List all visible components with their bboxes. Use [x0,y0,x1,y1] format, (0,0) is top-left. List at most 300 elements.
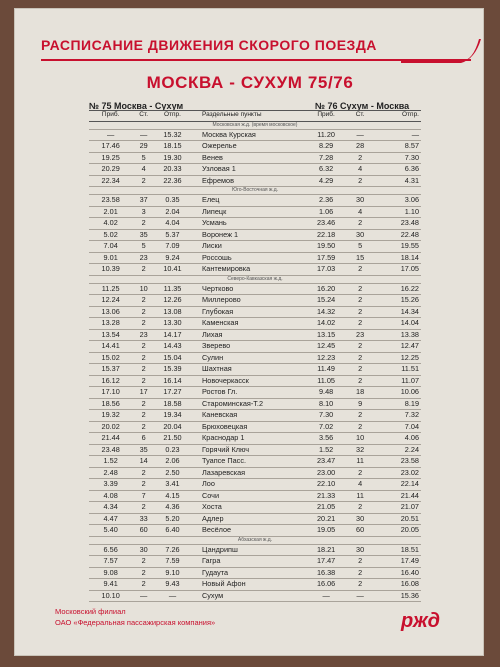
cell-departure: 22.36 [155,175,190,187]
table-row [89,544,421,556]
table-row [89,364,421,376]
cell-station: Новый Афон [190,579,305,591]
cell-departure-return: 16.08 [374,579,421,591]
cell-arrival: 10.10 [89,590,132,602]
cell-departure: 10.41 [155,264,190,276]
cell-stop: 2 [132,306,155,318]
cell-arrival-return: 22.10 [305,479,346,491]
cell-arrival: 22.34 [89,175,132,187]
cell-stop-return: 2 [347,467,374,479]
cell-arrival: 17.46 [89,141,132,153]
table-row [89,229,421,241]
cell-stop: 7 [132,490,155,502]
cell-stop-return: 2 [347,556,374,568]
cell-departure-return: 2.24 [374,444,421,456]
cell-arrival-return: 23.47 [305,456,346,468]
cell-arrival-return: 17.59 [305,252,346,264]
cell-arrival: 4.34 [89,502,132,514]
cell-arrival: 3.39 [89,479,132,491]
cell-departure-return: 16.22 [374,283,421,295]
schedule-poster [14,8,484,656]
cell-station: Чертково [190,283,305,295]
cell-arrival: 18.56 [89,398,132,410]
cell-departure: 0.23 [155,444,190,456]
train-76-title: № 76 Сухум - Москва [315,101,410,111]
cell-stop: 17 [132,387,155,399]
cell-stop: 2 [132,556,155,568]
cell-stop-return: 28 [347,141,374,153]
cell-stop-return: 11 [347,456,374,468]
cell-departure-return: 15.36 [374,590,421,602]
cell-arrival-return: 16.20 [305,283,346,295]
section-note: Северо-Кавказская ж.д. [89,275,421,283]
cell-departure-return: 23.02 [374,467,421,479]
cell-departure-return: 14.34 [374,306,421,318]
cell-stop: 2 [132,579,155,591]
cell-departure: 7.26 [155,544,190,556]
cell-arrival-return: 13.15 [305,329,346,341]
cell-arrival-return: 7.28 [305,152,346,164]
cell-departure: 7.09 [155,241,190,253]
table-row [89,502,421,514]
cell-departure-return: 14.04 [374,318,421,330]
cell-station: Ростов Гл. [190,387,305,399]
cell-arrival-return: 19.50 [305,241,346,253]
cell-arrival-return: 7.30 [305,410,346,422]
cell-arrival-return: — [305,590,346,602]
table-row [89,164,421,176]
cell-station: Зверево [190,341,305,353]
cell-stop: 4 [132,164,155,176]
table-row [89,590,421,602]
table-row [89,341,421,353]
cell-departure: 20.04 [155,421,190,433]
cell-arrival-return: 22.18 [305,229,346,241]
table-row [89,556,421,568]
cell-arrival-return: 14.32 [305,306,346,318]
cell-departure: 5.20 [155,513,190,525]
cell-arrival-return: 11.49 [305,364,346,376]
cell-arrival-return: 8.10 [305,398,346,410]
cell-arrival-return: 17.03 [305,264,346,276]
cell-departure: 14.43 [155,341,190,353]
train-75-title: № 75 Москва - Сухум [89,101,184,111]
cell-departure-return: 12.47 [374,341,421,353]
table-row [89,375,421,387]
cell-stop: 2 [132,341,155,353]
col-station: Раздельные пункты [190,110,305,121]
cell-station: Шахтная [190,364,305,376]
cell-departure-return: 21.07 [374,502,421,514]
section-note-row [89,187,421,195]
cell-arrival-return: 9.48 [305,387,346,399]
cell-stop: 33 [132,513,155,525]
cell-stop-return: 2 [347,283,374,295]
cell-departure: 4.36 [155,502,190,514]
table-row [89,513,421,525]
cell-stop: 60 [132,525,155,537]
cell-stop-return: 4 [347,479,374,491]
cell-stop-return: 2 [347,375,374,387]
cell-station: Хоста [190,502,305,514]
table-row [89,433,421,445]
cell-departure-return: 8.19 [374,398,421,410]
cell-departure-return: 18.51 [374,544,421,556]
cell-station: Узловая 1 [190,164,305,176]
cell-departure-return: 1.10 [374,206,421,218]
cell-stop-return: 15 [347,252,374,264]
cell-arrival: 13.06 [89,306,132,318]
cell-stop: 2 [132,352,155,364]
cell-arrival: 6.56 [89,544,132,556]
table-row [89,195,421,207]
cell-station: Ефремов [190,175,305,187]
cell-station: Лиски [190,241,305,253]
col-stop: Ст. [132,110,155,121]
cell-departure-return: 15.26 [374,295,421,307]
table-row [89,318,421,330]
cell-arrival-return: 16.06 [305,579,346,591]
cell-arrival-return: 1.52 [305,444,346,456]
cell-station: Россошь [190,252,305,264]
cell-station: Гагра [190,556,305,568]
cell-stop: 2 [132,295,155,307]
cell-stop-return: 2 [347,352,374,364]
cell-stop-return: — [347,129,374,141]
cell-departure-return: 16.40 [374,567,421,579]
cell-arrival-return: 4.29 [305,175,346,187]
cell-departure: 19.34 [155,410,190,422]
col-departure-return: Отпр. [374,110,421,121]
cell-departure: 15.04 [155,352,190,364]
cell-departure-return: 3.06 [374,195,421,207]
cell-station: Староминская-Т.2 [190,398,305,410]
table-row [89,252,421,264]
section-note-row [89,121,421,129]
cell-arrival: 10.39 [89,264,132,276]
cell-departure-return: 13.38 [374,329,421,341]
cell-departure: 4.04 [155,218,190,230]
cell-departure-return: 11.51 [374,364,421,376]
cell-stop-return: 2 [347,421,374,433]
cell-station: Краснодар 1 [190,433,305,445]
cell-stop-return: 2 [347,218,374,230]
cell-station: Горячий Ключ [190,444,305,456]
cell-arrival: 16.12 [89,375,132,387]
cell-station: Новочеркасск [190,375,305,387]
cell-departure-return: 10.06 [374,387,421,399]
cell-station: Лоо [190,479,305,491]
cell-departure: 17.27 [155,387,190,399]
cell-arrival-return: 19.05 [305,525,346,537]
table-row [89,141,421,153]
cell-arrival-return: 12.45 [305,341,346,353]
cell-arrival: 19.32 [89,410,132,422]
cell-departure-return: 17.49 [374,556,421,568]
cell-departure: 21.50 [155,433,190,445]
cell-stop: 2 [132,398,155,410]
footer-company: ОАО «Федеральная пассажирская компания» [55,618,216,627]
cell-departure-return: 20.51 [374,513,421,525]
cell-departure: 2.50 [155,467,190,479]
cell-departure: 20.33 [155,164,190,176]
banner-rule [41,59,471,61]
cell-stop-return: 2 [347,152,374,164]
cell-arrival: 21.44 [89,433,132,445]
cell-departure-return: 7.30 [374,152,421,164]
cell-arrival: 4.02 [89,218,132,230]
cell-stop: 14 [132,456,155,468]
cell-arrival: 11.25 [89,283,132,295]
cell-station: Брюховецкая [190,421,305,433]
cell-departure-return: 20.05 [374,525,421,537]
cell-arrival-return: 12.23 [305,352,346,364]
cell-station: Гудаута [190,567,305,579]
table-row [89,175,421,187]
cell-stop-return: 4 [347,164,374,176]
cell-station: Каневская [190,410,305,422]
cell-arrival-return: 20.21 [305,513,346,525]
cell-stop-return: 2 [347,567,374,579]
cell-arrival: 23.48 [89,444,132,456]
cell-departure-return: 11.07 [374,375,421,387]
cell-departure: 14.17 [155,329,190,341]
cell-departure: 9.24 [155,252,190,264]
cell-station: Весёлое [190,525,305,537]
cell-stop: 35 [132,229,155,241]
cell-arrival: 2.48 [89,467,132,479]
cell-departure: 15.39 [155,364,190,376]
table-row [89,352,421,364]
cell-arrival-return: 8.29 [305,141,346,153]
cell-departure-return: 17.05 [374,264,421,276]
cell-stop-return: 2 [347,318,374,330]
cell-stop: 23 [132,252,155,264]
cell-arrival-return: 11.20 [305,129,346,141]
cell-arrival: 5.02 [89,229,132,241]
cell-arrival: 7.57 [89,556,132,568]
banner-title: РАСПИСАНИЕ ДВИЖЕНИЯ СКОРОГО ПОЕЗДА [41,37,377,53]
cell-arrival: 5.40 [89,525,132,537]
table-row [89,218,421,230]
table-row [89,241,421,253]
cell-arrival-return: 21.33 [305,490,346,502]
section-note-row [89,536,421,544]
cell-station: Сочи [190,490,305,502]
cell-arrival-return: 18.21 [305,544,346,556]
cell-departure-return: 7.04 [374,421,421,433]
cell-stop: — [132,590,155,602]
table-row [89,306,421,318]
cell-departure: 19.30 [155,152,190,164]
cell-arrival-return: 1.06 [305,206,346,218]
cell-stop-return: 2 [347,364,374,376]
cell-station: Каменская [190,318,305,330]
cell-departure: 6.40 [155,525,190,537]
cell-departure: 2.04 [155,206,190,218]
cell-departure: 13.30 [155,318,190,330]
cell-departure-return: 6.36 [374,164,421,176]
cell-stop: 2 [132,567,155,579]
table-row [89,525,421,537]
section-note: Абхазская ж.д. [89,536,421,544]
cell-stop: 5 [132,241,155,253]
section-note: Юго-Восточная ж.д. [89,187,421,195]
cell-station: Сулин [190,352,305,364]
cell-station: Липецк [190,206,305,218]
cell-arrival-return: 16.38 [305,567,346,579]
col-departure: Отпр. [155,110,190,121]
cell-stop: 2 [132,264,155,276]
cell-departure-return: 22.48 [374,229,421,241]
cell-departure-return: 22.14 [374,479,421,491]
cell-stop: 30 [132,544,155,556]
cell-arrival: 15.02 [89,352,132,364]
cell-departure-return: 23.48 [374,218,421,230]
cell-departure: 9.43 [155,579,190,591]
cell-stop: 2 [132,410,155,422]
cell-arrival: — [89,129,132,141]
cell-arrival: 7.04 [89,241,132,253]
table-row [89,152,421,164]
table-row [89,398,421,410]
cell-departure: 12.26 [155,295,190,307]
table-row [89,295,421,307]
cell-arrival-return: 23.46 [305,218,346,230]
cell-station: Усмань [190,218,305,230]
cell-station: Глубокая [190,306,305,318]
cell-departure-return: 7.32 [374,410,421,422]
cell-arrival-return: 14.02 [305,318,346,330]
table-row [89,490,421,502]
cell-departure: 9.10 [155,567,190,579]
cell-station: Лихая [190,329,305,341]
cell-stop-return: 2 [347,341,374,353]
cell-stop: 2 [132,318,155,330]
cell-stop-return: 10 [347,433,374,445]
cell-arrival-return: 6.32 [305,164,346,176]
table-row [89,206,421,218]
cell-arrival: 12.24 [89,295,132,307]
table-row [89,283,421,295]
footer-branch: Московский филиал [55,607,126,616]
cell-stop-return: 2 [347,502,374,514]
cell-departure: 4.15 [155,490,190,502]
cell-arrival: 4.08 [89,490,132,502]
cell-station: Сухум [190,590,305,602]
cell-departure: 13.08 [155,306,190,318]
cell-stop-return: 9 [347,398,374,410]
cell-departure-return: 19.55 [374,241,421,253]
cell-station: Кантемировка [190,264,305,276]
cell-stop-return: 2 [347,306,374,318]
cell-stop-return: 5 [347,241,374,253]
cell-stop-return: 2 [347,295,374,307]
cell-stop: 35 [132,444,155,456]
cell-departure-return: 4.06 [374,433,421,445]
table-row [89,421,421,433]
cell-arrival: 15.37 [89,364,132,376]
cell-stop-return: 30 [347,544,374,556]
cell-stop-return: 30 [347,513,374,525]
cell-arrival: 9.01 [89,252,132,264]
col-arrival: Приб. [89,110,132,121]
cell-stop-return: 18 [347,387,374,399]
table-row [89,567,421,579]
table-row [89,329,421,341]
cell-station: Ожерелье [190,141,305,153]
cell-stop: 37 [132,195,155,207]
cell-stop-return: 2 [347,579,374,591]
cell-stop: 2 [132,364,155,376]
cell-station: Туапсе Пасс. [190,456,305,468]
cell-arrival-return: 21.05 [305,502,346,514]
schedule-table [89,110,421,602]
cell-departure-return: — [374,129,421,141]
cell-departure-return: 12.25 [374,352,421,364]
cell-arrival: 9.08 [89,567,132,579]
cell-arrival: 20.02 [89,421,132,433]
cell-station: Миллерово [190,295,305,307]
cell-arrival-return: 11.05 [305,375,346,387]
table-row [89,264,421,276]
cell-stop-return: 30 [347,229,374,241]
cell-departure: 7.59 [155,556,190,568]
cell-arrival: 20.29 [89,164,132,176]
cell-stop-return: 2 [347,175,374,187]
cell-stop: 2 [132,421,155,433]
cell-departure-return: 4.31 [374,175,421,187]
cell-stop: 2 [132,467,155,479]
cell-departure: 11.35 [155,283,190,295]
cell-arrival: 23.58 [89,195,132,207]
cell-departure-return: 21.44 [374,490,421,502]
cell-station: Москва Курская [190,129,305,141]
cell-station: Адлер [190,513,305,525]
cell-arrival-return: 15.24 [305,295,346,307]
table-row [89,579,421,591]
cell-arrival: 13.54 [89,329,132,341]
cell-departure: 16.14 [155,375,190,387]
cell-arrival: 1.52 [89,456,132,468]
cell-departure: 2.06 [155,456,190,468]
cell-stop-return: 2 [347,410,374,422]
section-note-row [89,275,421,283]
cell-station: Лазаревская [190,467,305,479]
cell-stop-return: 60 [347,525,374,537]
cell-arrival-return: 17.47 [305,556,346,568]
cell-stop: 5 [132,152,155,164]
cell-stop-return: — [347,590,374,602]
cell-station: Воронеж 1 [190,229,305,241]
cell-departure-return: 23.58 [374,456,421,468]
cell-arrival: 9.41 [89,579,132,591]
table-row [89,410,421,422]
table-row [89,444,421,456]
table-row [89,456,421,468]
cell-arrival: 13.28 [89,318,132,330]
table-row [89,479,421,491]
cell-departure-return: 18.14 [374,252,421,264]
cell-stop-return: 2 [347,264,374,276]
cell-departure-return: 8.57 [374,141,421,153]
cell-arrival: 17.10 [89,387,132,399]
cell-stop-return: 4 [347,206,374,218]
cell-departure: 18.15 [155,141,190,153]
cell-stop-return: 32 [347,444,374,456]
cell-stop: 2 [132,479,155,491]
cell-arrival: 2.01 [89,206,132,218]
